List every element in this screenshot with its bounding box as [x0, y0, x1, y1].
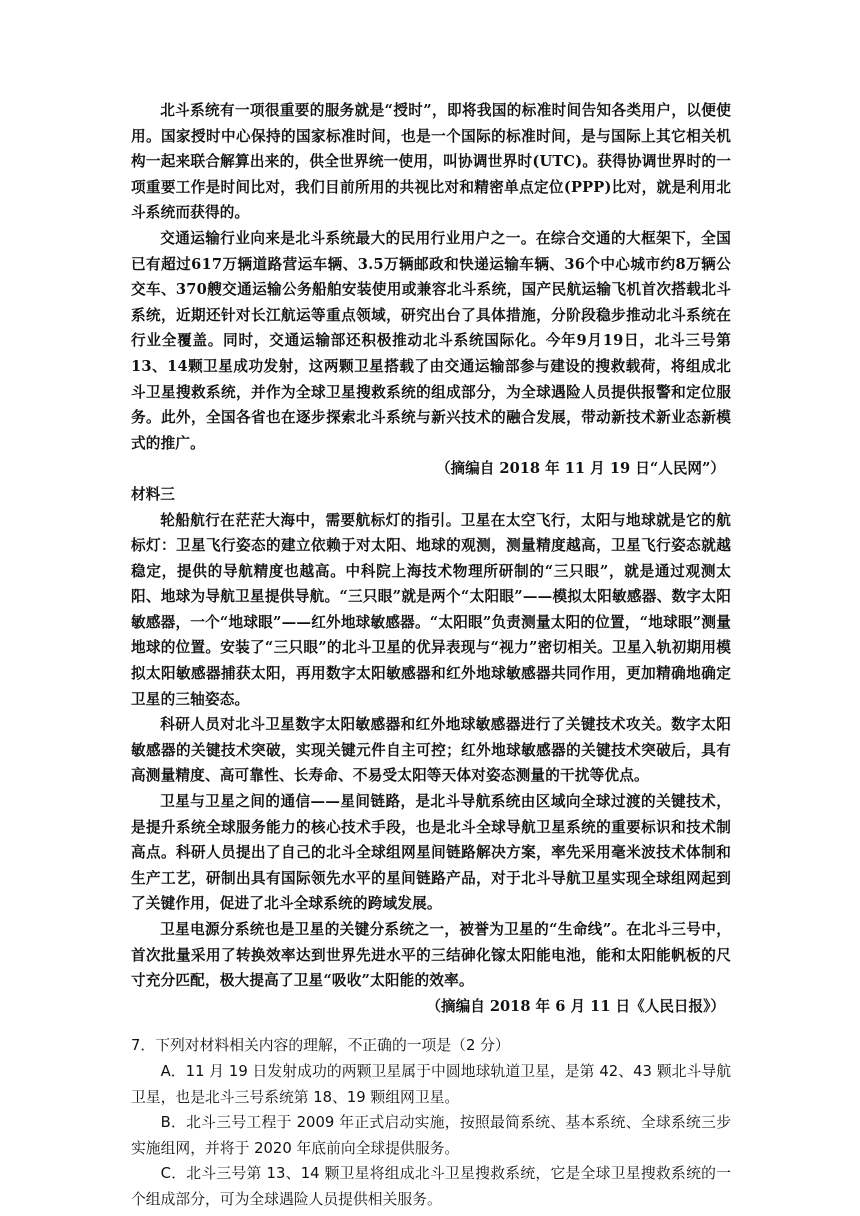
- paragraph-three-eyes: 轮船航行在茫茫大海中，需要航标灯的指引。卫星在太空飞行，太阳与地球就是它的航标灯：卫星飞行姿态的建立依赖于对太阳、地球的观测，测量精度越高，卫星飞行姿态就越稳定，提供的导航精度也越高。中科院上海技术物理所研制的“三只眼”，就是通过观测太阳、地球为导航卫星提供导航。“三只眼”就是两个“太阳眼”——模拟太阳敏感器、数字太阳敏感器，一个“地球眼”——红外地球敏感器。“太阳眼”负责测量太阳的位置，“地球眼”测量地球的位置。安装了“三只眼”的北斗卫星的优异表现与“视力”密切相关。卫星入轨初期用模拟太阳敏感器捕获太阳，再用数字太阳敏感器和红外地球敏感器共同作用，更加精确地确定卫星的三轴姿态。: [131, 511, 731, 708]
- spacer: [131, 1019, 731, 1033]
- option-a: A．11 月 19 日发射成功的两颗卫星属于中圆地球轨道卫星，是第 42、43 颗北斗导航卫星，也是北斗三号系统第 18、19 颗组网卫星。: [131, 1062, 731, 1106]
- source-citation-1: （摘编自 2018 年 11 月 19 日“人民网”）: [435, 460, 725, 478]
- paragraph-timing-service: 北斗系统有一项很重要的服务就是“授时”，即将我国的标准时间告知各类用户，以便使用。国家授时中心保持的国家标准时间，也是一个国际的标准时间，是与国际上其它相关机构一起来联合解算出来的，供全世界统一使用，叫协调世界时(UTC)。获得协调世界时的一项重要工作是时间比对，我们目前所用的共视比对和精密单点定位(PPP)比对，就是利用北斗系统而获得的。: [131, 102, 731, 222]
- question-stem: 7．下列对材料相关内容的理解，不正确的一项是（2 分）: [131, 1037, 510, 1055]
- paragraph-sensor-research: 科研人员对北斗卫星数字太阳敏感器和红外地球敏感器进行了关键技术攻关。数字太阳敏感器的关键技术突破，实现关键元件自主可控；红外地球敏感器的关键技术突破后，具有高测量精度、高可靠性、长寿命、不易受太阳等天体对姿态测量的干扰等优点。: [131, 716, 731, 785]
- paragraph-power-system: 卫星电源分系统也是卫星的关键分系统之一，被誉为卫星的“生命线”。在北斗三号中，首次批量采用了转换效率达到世界先进水平的三结砷化镓太阳能电池，能和太阳能帆板的尺寸充分匹配，极大提高了卫星“吸收”太阳能的效率。: [131, 921, 731, 990]
- option-b: B．北斗三号工程于 2009 年正式启动实施，按照最简系统、基本系统、全球系统三步实施组网，并将于 2020 年底前向全球提供服务。: [131, 1114, 731, 1157]
- option-c: C．北斗三号第 13、14 颗卫星将组成北斗卫星搜救系统，它是全球卫星搜救系统的一个组成部分，可为全球遇险人员提供相关服务。: [131, 1165, 731, 1208]
- paragraph-intersatellite-link: 卫星与卫星之间的通信——星间链路，是北斗导航系统由区域向全球过渡的关键技术，是提升系统全球服务能力的核心技术手段，也是北斗全球导航卫星系统的重要标识和技术制高点。科研人员提出了自己的北斗全球组网星间链路解决方案，率先采用毫米波技术体制和生产工艺，研制出具有国际领先水平的星间链路产品，对于北斗导航卫星实现全球组网起到了关键作用，促进了北斗全球系统的跨域发展。: [131, 793, 731, 913]
- paragraph-transport-industry: 交通运输行业向来是北斗系统最大的民用行业用户之一。在综合交通的大框架下，全国已有超过617万辆道路营运车辆、3.5万辆邮政和快递运输车辆、36个中心城市约8万辆公交车、370艘交通运输公务船舶安装使用或兼容北斗系统，国产民航运输飞机首次搭载北斗系统，近期还针对长江航运等重点领域，研究出台了具体措施，分阶段稳步推动北斗系统在行业全覆盖。同时，交通运输部还积极推动北斗系统国际化。今年9月19日，北斗三号第13、14颗卫星成功发射，这两颗卫星搭载了由交通运输部参与建设的搜救载荷，将组成北斗卫星搜救系统，并作为全球卫星搜救系统的组成部分，为全球遇险人员提供报警和定位服务。此外，全国各省也在逐步探索北斗系统与新兴技术的融合发展，带动新技术新业态新模式的推广。: [131, 229, 731, 452]
- material-heading: 材料三: [131, 485, 175, 503]
- page-content: [131, 98, 731, 1213]
- source-citation-2: （摘编自 2018 年 6 月 11 日《人民日报》）: [426, 997, 725, 1015]
